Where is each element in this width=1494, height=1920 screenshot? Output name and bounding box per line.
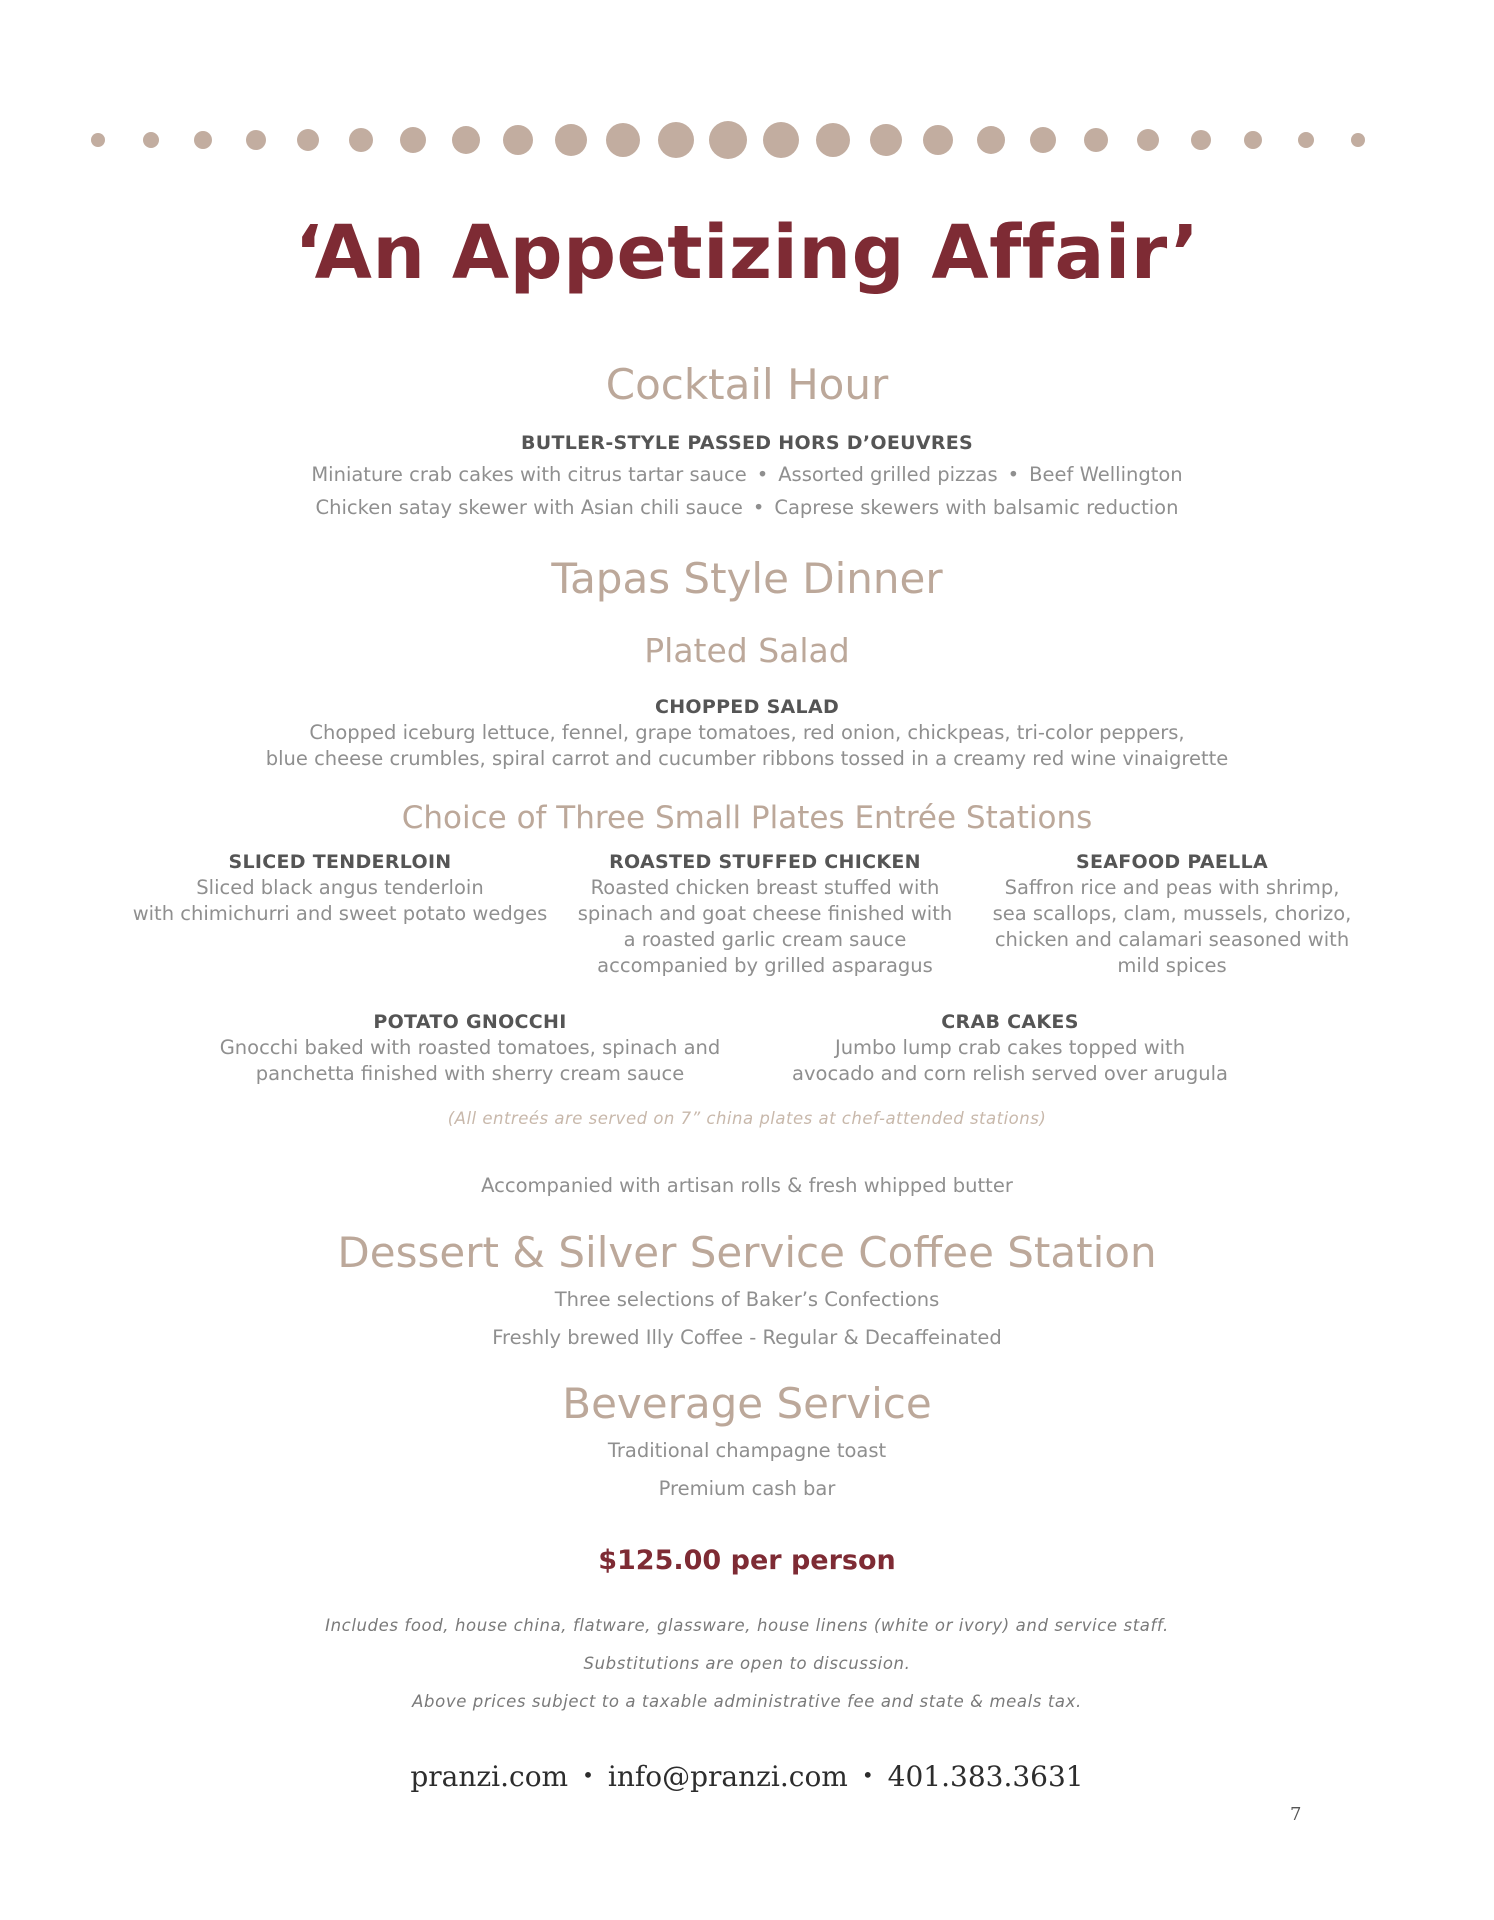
decorative-dot (709, 121, 747, 159)
station-sliced-tenderloin (120, 849, 560, 927)
station-description-line: avocado and corn relish served over arugula (792, 1062, 1228, 1085)
decorative-dot (349, 128, 373, 152)
beverage-line-2: Premium cash bar (658, 1477, 836, 1500)
station-description-line: Saffron rice and peas with shrimp, (1004, 876, 1340, 899)
hors-doeuvre-item: Beef Wellington (1029, 463, 1183, 486)
hors-doeuvres-line-2 (0, 495, 1494, 521)
station-description-line: Gnocchi baked with roasted tomatoes, spinach and (219, 1036, 721, 1059)
hors-doeuvre-item: Miniature crab cakes with citrus tartar sauce (311, 463, 747, 486)
station-crab-cakes (760, 1009, 1260, 1087)
decorative-dot (246, 130, 266, 150)
decorative-dot (1298, 132, 1314, 148)
dessert-heading: Dessert & Silver Service Coffee Station (337, 1228, 1157, 1277)
decorative-dot-border (98, 118, 1398, 162)
tapas-dinner-heading: Tapas Style Dinner (551, 554, 943, 603)
bullet-separator: • (582, 1763, 594, 1787)
bullet-separator: • (752, 496, 765, 519)
decorative-dot (1084, 128, 1108, 152)
hors-doeuvre-item: Assorted grilled pizzas (778, 463, 998, 486)
decorative-dot (194, 131, 212, 149)
decorative-dot (1137, 129, 1159, 151)
decorative-dot (870, 124, 902, 156)
decorative-dot (297, 129, 319, 151)
chopped-salad-title: CHOPPED SALAD (654, 696, 840, 718)
decorative-dot (816, 123, 850, 157)
station-description-line: Sliced black angus tenderloin (196, 876, 484, 899)
dessert-line-2: Freshly brewed Illy Coffee - Regular & Decaffeinated (492, 1326, 1002, 1349)
website-link[interactable]: pranzi.com (410, 1760, 569, 1793)
cocktail-hour-heading: Cocktail Hour (605, 360, 889, 409)
decorative-dot (658, 122, 694, 158)
decorative-dot (763, 122, 799, 158)
hors-doeuvres-line-1 (0, 462, 1494, 488)
decorative-dot (143, 132, 159, 148)
decorative-dot (977, 126, 1005, 154)
contact-footer (0, 1760, 1494, 1793)
decorative-dot (503, 125, 533, 155)
station-title: SLICED TENDERLOIN (228, 851, 452, 873)
station-description-line: panchetta finished with sherry cream sauce (255, 1062, 685, 1085)
decorative-dot (452, 126, 480, 154)
bullet-separator: • (756, 463, 769, 486)
station-description-line: Roasted chicken breast stuffed with (590, 876, 940, 899)
page-title: ‘An Appetizing Affair’ (294, 210, 1200, 296)
decorative-dot (1030, 127, 1056, 153)
entree-stations-heading: Choice of Three Small Plates Entrée Stations (401, 800, 1093, 836)
hors-doeuvres-title: BUTLER-STYLE PASSED HORS D’OEUVRES (520, 432, 974, 454)
decorative-dot (606, 123, 640, 157)
station-title: SEAFOOD PAELLA (1075, 851, 1269, 873)
decorative-dot (555, 124, 587, 156)
fine-print-line: Above prices subject to a taxable administrative fee and state & meals tax. (412, 1692, 1082, 1711)
chopped-salad-line-2: blue cheese crumbles, spiral carrot and cucumber ribbons tossed in a creamy red wine vinaigrette (265, 747, 1229, 770)
bullet-separator: • (861, 1763, 874, 1787)
station-title: CRAB CAKES (941, 1011, 1079, 1033)
station-description-line: mild spices (1117, 954, 1227, 977)
station-description-line: a roasted garlic cream sauce (623, 928, 907, 951)
hors-doeuvre-item: Caprese skewers with balsamic reduction (774, 496, 1179, 519)
station-description-line: with chimichurri and sweet potato wedges (132, 902, 548, 925)
rolls-note: Accompanied with artisan rolls & fresh whipped butter (481, 1174, 1013, 1197)
decorative-dot (1191, 130, 1211, 150)
decorative-dot (400, 127, 426, 153)
plated-salad-heading: Plated Salad (644, 631, 850, 670)
decorative-dot (923, 125, 953, 155)
beverage-line-1: Traditional champagne toast (607, 1439, 887, 1462)
station-description-line: chicken and calamari seasoned with (994, 928, 1350, 951)
page-number: 7 (1290, 1804, 1302, 1825)
bullet-separator: • (1007, 463, 1020, 486)
email-link[interactable]: info@pranzi.com (607, 1760, 848, 1793)
beverage-heading: Beverage Service (562, 1379, 932, 1428)
decorative-dot (91, 133, 105, 147)
station-description-line: Jumbo lump crab cakes topped with (834, 1036, 1186, 1059)
station-potato-gnocchi (190, 1009, 750, 1087)
hors-doeuvre-item: Chicken satay skewer with Asian chili sauce (315, 496, 743, 519)
chopped-salad-line-1: Chopped iceburg lettuce, fennel, grape tomatoes, red onion, chickpeas, tri-color peppers, (309, 721, 1185, 744)
station-roasted-stuffed-chicken (560, 849, 970, 979)
station-seafood-paella (982, 849, 1362, 979)
station-title: POTATO GNOCCHI (373, 1011, 567, 1033)
stations-note: (All entreés are served on 7” china plates at chef-attended stations) (447, 1109, 1047, 1128)
price: $125.00 per person (598, 1545, 896, 1576)
station-description-line: accompanied by grilled asparagus (597, 954, 933, 977)
fine-print-line: Includes food, house china, flatware, glassware, house linens (white or ivory) and service staff. (325, 1616, 1169, 1635)
decorative-dot (1244, 131, 1262, 149)
station-title: ROASTED STUFFED CHICKEN (609, 851, 921, 873)
decorative-dot (1351, 133, 1365, 147)
fine-print-line: Substitutions are open to discussion. (583, 1654, 911, 1673)
station-description-line: spinach and goat cheese finished with (577, 902, 953, 925)
station-description-line: sea scallops, clam, mussels, chorizo, (992, 902, 1352, 925)
phone-number[interactable]: 401.383.3631 (887, 1760, 1084, 1793)
dessert-line-1: Three selections of Baker’s Confections (554, 1288, 940, 1311)
